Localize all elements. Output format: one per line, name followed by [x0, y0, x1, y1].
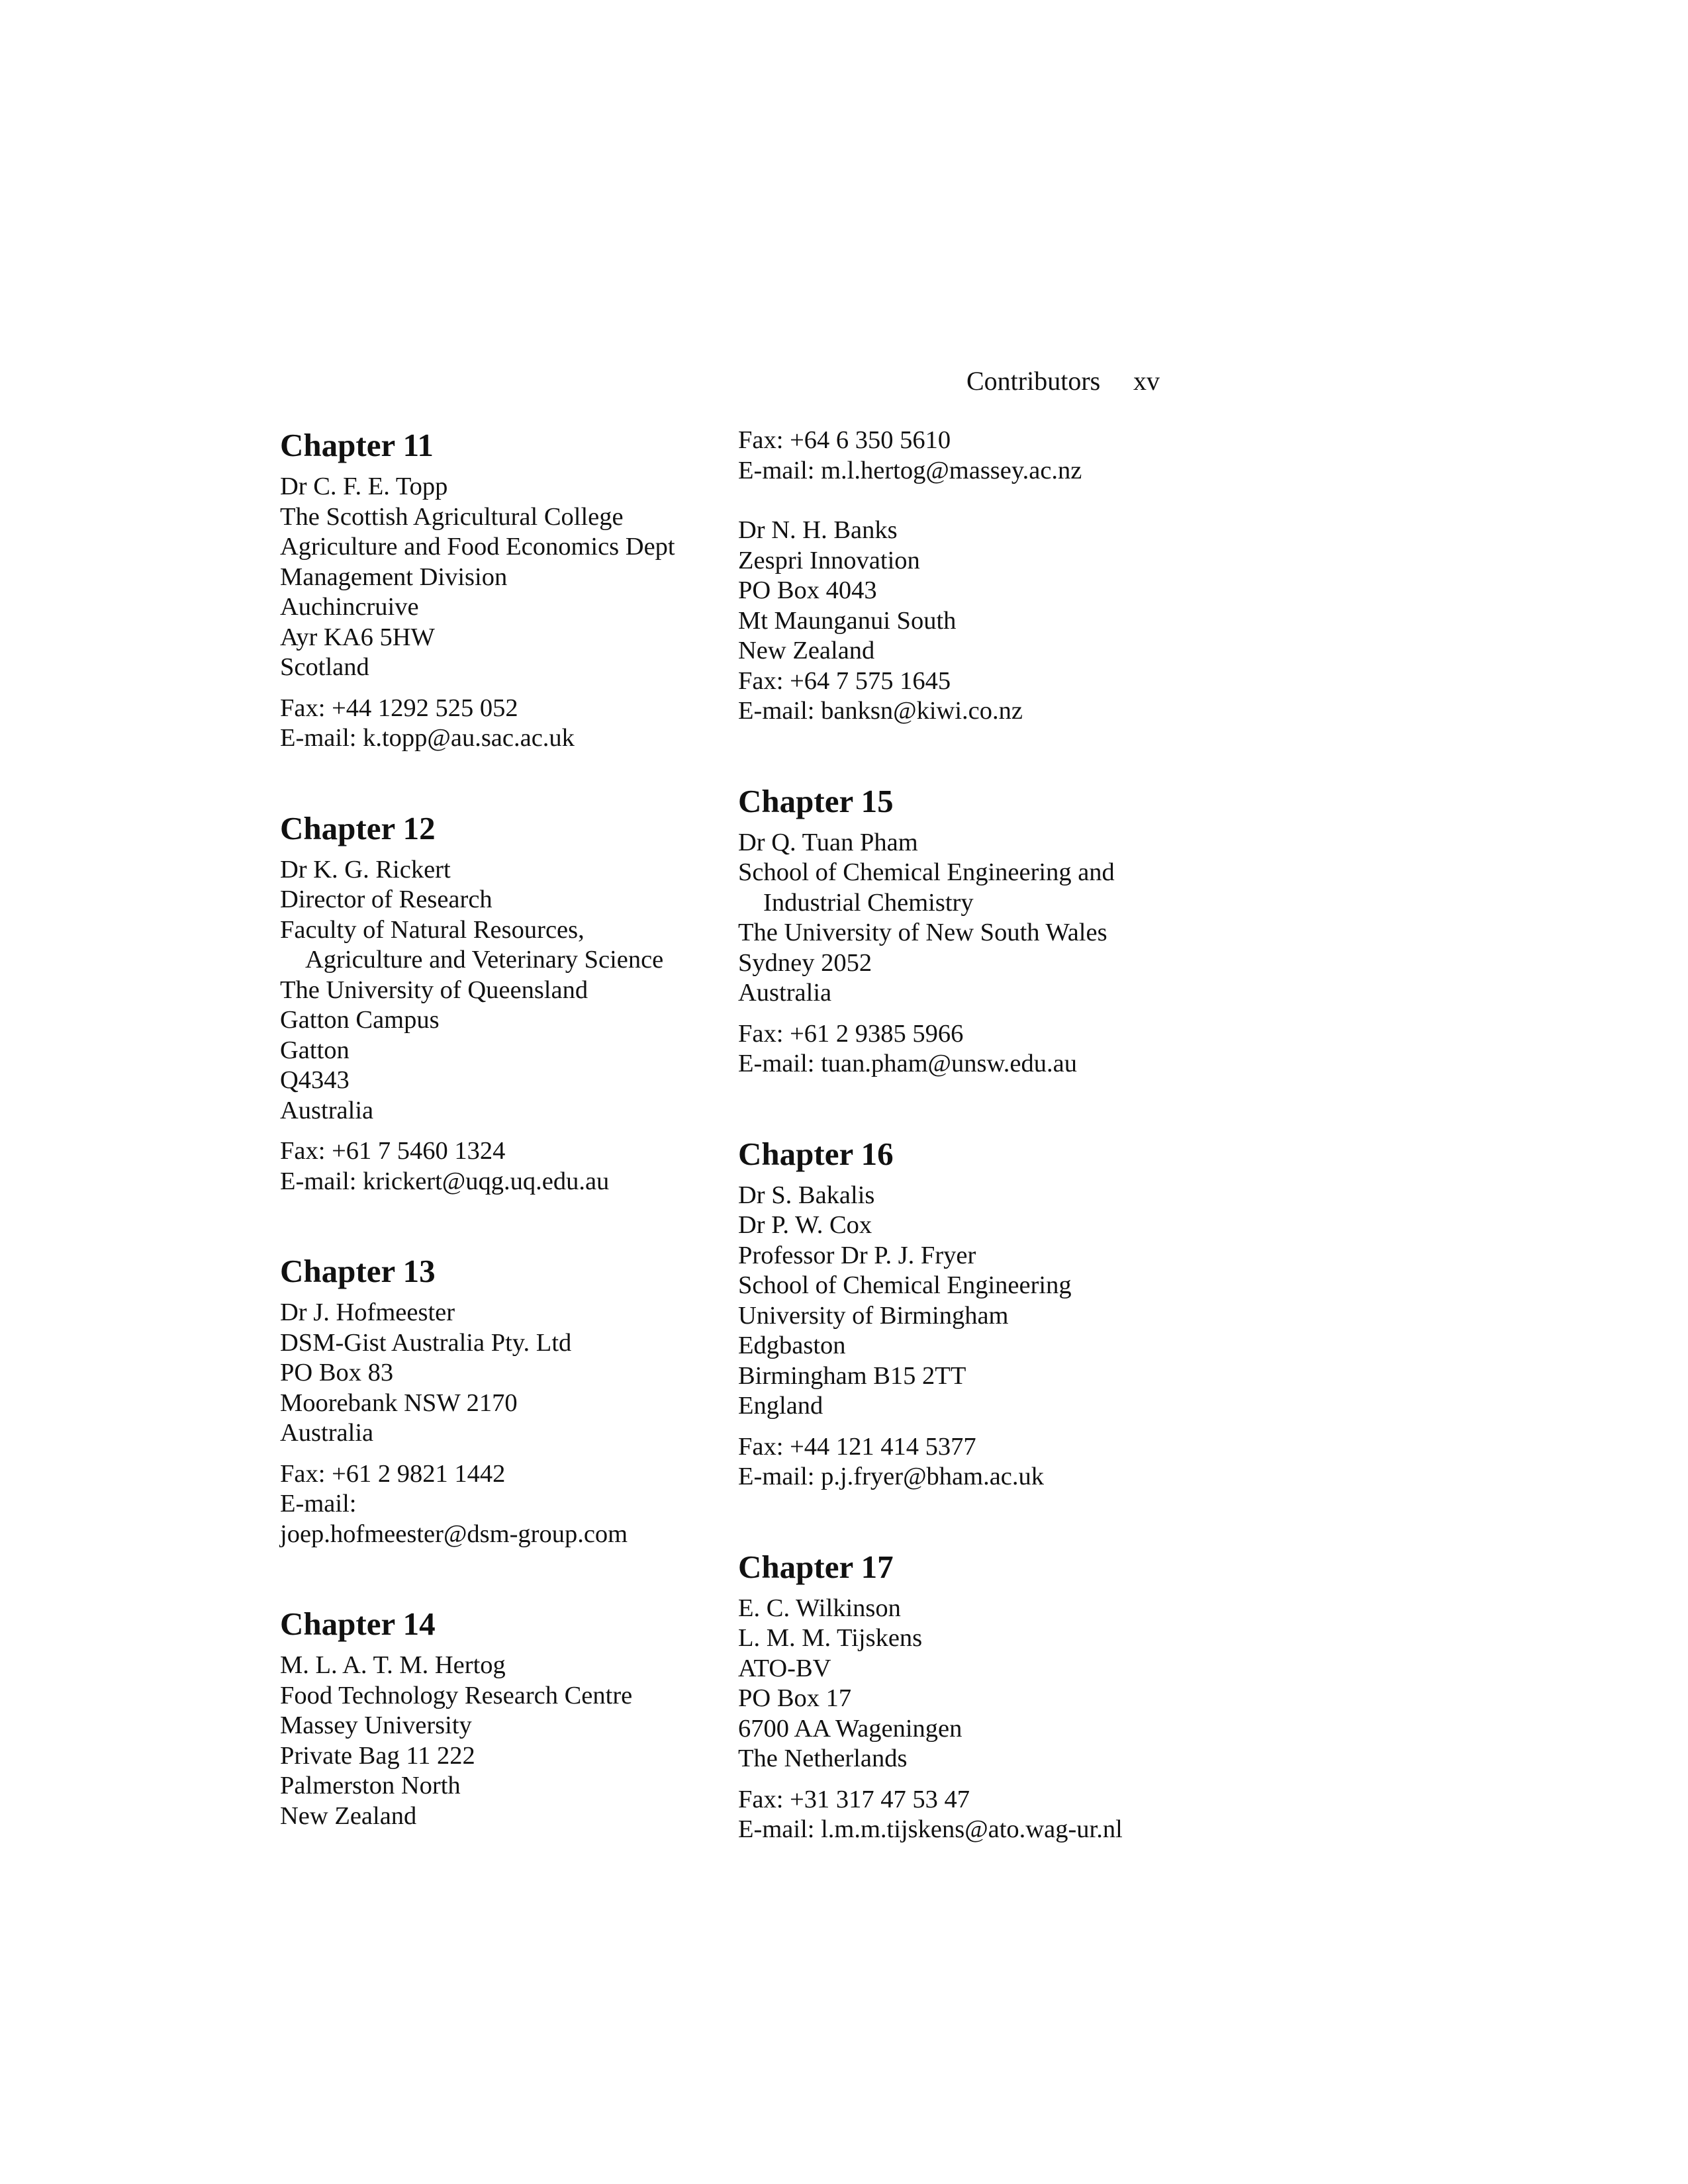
contributor-name: Dr C. F. E. Topp: [280, 473, 448, 500]
left-column: [280, 426, 737, 1831]
address-line: Zespri Innovation: [738, 546, 920, 574]
address-line: Private Bag 11 222: [280, 1741, 475, 1770]
address-line: Palmerston North: [280, 1772, 461, 1799]
address-line: England: [738, 1392, 823, 1420]
chapter-14-banks-block: [738, 516, 1195, 727]
address-line: Food Technology Research Centre: [280, 1681, 633, 1709]
contributor-name: Dr J. Hofmeester: [280, 1298, 455, 1326]
fax-line: Fax: +64 6 350 5610: [738, 426, 951, 454]
address-line: Agriculture and Food Economics Dept: [280, 533, 675, 561]
email-line: E-mail: k.topp@au.sac.ac.uk: [280, 724, 575, 752]
address-line: Gatton Campus: [280, 1006, 440, 1034]
address-line: The Scottish Agricultural College: [280, 502, 624, 531]
address-line: School of Chemical Engineering and: [738, 858, 1115, 886]
contributor-name: Dr Q. Tuan Pham: [738, 828, 918, 856]
address-line: The University of New South Wales: [738, 919, 1107, 946]
email-value: joep.hofmeester@dsm-group.com: [280, 1520, 628, 1548]
address-line: Edgbaston: [738, 1332, 846, 1359]
chapter-17-heading: Chapter 17: [738, 1548, 894, 1585]
fax-line: Fax: +64 7 575 1645: [738, 666, 951, 695]
chapter-14-block: [280, 1604, 737, 1831]
address-line: New Zealand: [738, 637, 875, 664]
chapter-14-heading: Chapter 14: [280, 1606, 436, 1642]
address-line: PO Box 83: [280, 1359, 394, 1387]
address-line: 6700 AA Wageningen: [738, 1714, 962, 1743]
contributor-name: Dr S. Bakalis: [738, 1181, 875, 1209]
chapter-11-heading: Chapter 11: [280, 427, 434, 463]
contributor-name: L. M. M. Tijskens: [738, 1624, 923, 1652]
address-line: Industrial Chemistry: [763, 888, 974, 917]
address-line: Faculty of Natural Resources,: [280, 915, 585, 944]
address-line: New Zealand: [280, 1801, 417, 1830]
contributor-name: Dr N. H. Banks: [738, 516, 898, 544]
page-number: xv: [1133, 366, 1160, 396]
chapter-12-block: [280, 809, 737, 1197]
address-line: Birmingham B15 2TT: [738, 1361, 966, 1390]
address-line: Agriculture and Veterinary Science: [305, 946, 664, 974]
chapter-13-block: [280, 1251, 737, 1549]
contributor-name: Professor Dr P. J. Fryer: [738, 1241, 976, 1269]
email-line: E-mail: banksn@kiwi.co.nz: [738, 697, 1023, 725]
address-line: Auchincruive: [280, 593, 419, 621]
chapter-15-heading: Chapter 15: [738, 782, 894, 819]
address-line: The Netherlands: [738, 1745, 908, 1772]
address-line: Moorebank NSW 2170: [280, 1388, 518, 1417]
email-label: E-mail:: [280, 1490, 357, 1518]
contributor-name: M. L. A. T. M. Hertog: [280, 1651, 506, 1679]
contributor-name: E. C. Wilkinson: [738, 1594, 901, 1622]
address-line: School of Chemical Engineering: [738, 1271, 1072, 1299]
fax-line: Fax: +61 2 9821 1442: [280, 1459, 506, 1488]
address-line: Gatton: [280, 1036, 350, 1064]
chapter-12-heading: Chapter 12: [280, 809, 436, 846]
address-line: Ayr KA6 5HW: [280, 623, 435, 651]
address-line: University of Birmingham: [738, 1301, 1009, 1330]
running-header: [966, 365, 1165, 398]
address-line: Australia: [738, 979, 832, 1007]
contributor-name: Dr P. W. Cox: [738, 1211, 872, 1239]
address-line: PO Box 17: [738, 1684, 852, 1712]
email-line: E-mail: l.m.m.tijskens@ato.wag-ur.nl: [738, 1815, 1123, 1843]
address-line: Massey University: [280, 1711, 472, 1739]
contributor-name: Dr K. G. Rickert: [280, 855, 451, 884]
fax-line: Fax: +31 317 47 53 47: [738, 1785, 970, 1813]
chapter-15-block: [738, 782, 1195, 1079]
address-line: Director of Research: [280, 886, 492, 913]
email-line: E-mail: p.j.fryer@bham.ac.uk: [738, 1463, 1044, 1490]
address-line: Management Division: [280, 563, 508, 591]
running-header-title: Contributors: [966, 366, 1101, 396]
address-line: Scotland: [280, 653, 369, 681]
chapter-16-heading: Chapter 16: [738, 1135, 894, 1172]
address-line: PO Box 4043: [738, 576, 877, 604]
address-line: Q4343: [280, 1066, 350, 1094]
fax-line: Fax: +61 2 9385 5966: [738, 1019, 964, 1048]
fax-line: Fax: +61 7 5460 1324: [280, 1137, 506, 1165]
fax-line: Fax: +44 1292 525 052: [280, 694, 518, 722]
address-line: ATO-BV: [738, 1654, 831, 1682]
address-line: Sydney 2052: [738, 948, 872, 977]
email-line: E-mail: m.l.hertog@massey.ac.nz: [738, 456, 1082, 484]
chapter-13-heading: Chapter 13: [280, 1253, 436, 1289]
chapter-17-block: [738, 1547, 1195, 1845]
address-line: Mt Maunganui South: [738, 606, 957, 635]
address-line: Australia: [280, 1096, 374, 1124]
chapter-16-block: [738, 1134, 1195, 1492]
address-line: Australia: [280, 1419, 374, 1447]
chapter-11-block: [280, 426, 737, 754]
right-column: [738, 426, 1195, 1845]
email-line: E-mail: tuan.pham@unsw.edu.au: [738, 1050, 1077, 1077]
address-line: DSM-Gist Australia Pty. Ltd: [280, 1328, 572, 1357]
email-line: E-mail: krickert@uqg.uq.edu.au: [280, 1167, 610, 1195]
fax-line: Fax: +44 121 414 5377: [738, 1432, 976, 1461]
address-line: The University of Queensland: [280, 976, 588, 1004]
chapter-14-continued-block: [738, 426, 1195, 486]
